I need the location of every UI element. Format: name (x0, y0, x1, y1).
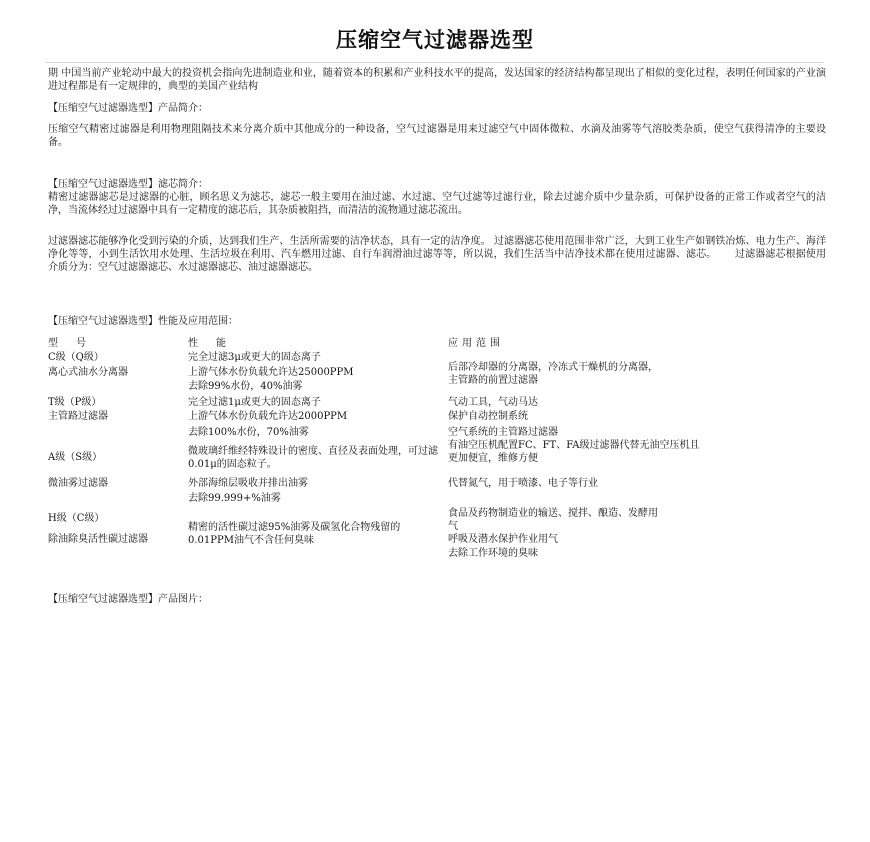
column-header-model: 型号 (48, 338, 104, 349)
h-grade-app-1: 食品及药物制造业的输送、搅拌、酿造、发酵用气 (448, 508, 658, 532)
c-grade-perf-3: 去除99%水份，40%油雾 (188, 381, 303, 392)
h-grade-label: H级（C级） (48, 513, 105, 524)
mist-perf-2: 去除99.999+%油雾 (188, 493, 281, 504)
t-grade-perf-1: 完全过滤1μ或更大的固态离子 (188, 397, 321, 408)
mist-perf-1: 外部海绵层吸收并排出油雾 (188, 478, 308, 489)
column-header-application: 应用范围 (448, 338, 504, 349)
page-title: 压缩空气过滤器选型 (336, 27, 534, 52)
t-grade-app-3: 空气系统的主管路过滤器 (448, 427, 558, 438)
product-intro-body: 压缩空气精密过滤器是利用物理阻隔技术来分离介质中其他成分的一种设备，空气过滤器是用来过滤空气中固体微粒、水滴及油雾等气溶胶类杂质，使空气获得清净的主要设备。 (48, 124, 826, 148)
a-grade-perf: 微玻璃纤维经特殊设计的密度、直径及表面处理，可过滤0.01μ的固态粒子。 (188, 446, 438, 470)
t-grade-label: T级（P级） (48, 397, 102, 408)
c-grade-perf-1: 完全过滤3μ或更大的固态离子 (188, 352, 321, 363)
c-grade-perf-2: 上游气体水份负载允许达25000PPM (188, 367, 354, 378)
product-intro-heading: 【压缩空气过滤器选型】产品简介： (48, 103, 208, 114)
h-grade-name: 除油除臭活性碳过滤器 (48, 534, 148, 545)
h-grade-app-3: 去除工作环境的臭味 (448, 548, 538, 559)
h-grade-app-2: 呼吸及潜水保护作业用气 (448, 534, 558, 545)
c-grade-application: 后部冷却器的分离器，冷冻式干燥机的分离器，主管路的前置过滤器 (448, 362, 658, 386)
pictures-heading: 【压缩空气过滤器选型】产品图片： (48, 594, 208, 605)
t-grade-name: 主管路过滤器 (48, 411, 108, 422)
c-grade-label: C级（Q级） (48, 352, 104, 363)
intro-paragraph: 期 中国当前产业轮动中最大的投资机会指向先进制造业和业，随着资本的积累和产业科技水平的提高，发达国家的经济结构都呈现出了相似的变化过程，表明任何国家的产业演进过程都是有一定规律的，典型的美国产业结构 (48, 68, 826, 92)
filter-intro-body-1: 精密过滤器滤芯是过滤器的心脏，顾名思义为滤芯，滤芯一般主要用在油过滤、水过滤、空气过滤等过滤行业，除去过滤介质中少量杂质，可保护设备的正常工作或者空气的洁净，当流体经过过滤器中具有一定精度的滤芯后，其杂质被阻挡，而清洁的流物通过滤芯流出。 (48, 192, 826, 216)
mist-application: 代替氮气，用于喷漆、电子等行业 (448, 478, 598, 489)
t-grade-app-2: 保护自动控制系统 (448, 411, 528, 422)
c-grade-name: 离心式油水分离器 (48, 367, 128, 378)
column-header-performance: 性能 (188, 338, 244, 349)
a-grade-application: 有油空压机配置FC、FT、FA级过滤器代替无油空压机且更加便宜，维修方便 (448, 440, 700, 464)
t-grade-perf-2: 上游气体水份负载允许达2000PPM (188, 411, 348, 422)
filter-intro-heading: 【压缩空气过滤器选型】滤芯简介： (48, 179, 208, 190)
t-grade-perf-3: 去除100%水份，70%油雾 (188, 427, 309, 438)
t-grade-app-1: 气动工具，气动马达 (448, 397, 538, 408)
filter-intro-body-2: 过滤器滤芯能够净化受到污染的介质，达到我们生产、生活所需要的洁净状态，具有一定的洁净度。 过滤器滤芯使用范围非常广泛，大到工业生产如钢铁冶炼、电力生产、海洋净化等等，小到生活饮用水处理、生活垃圾在利用、汽车燃用过滤、自行车润滑油过滤等等，所以说，我们生活当中洁净技术都在使用过滤器、滤芯。 过滤器滤芯根据使用介质分为：空气过滤器滤芯、水过滤器滤芯、油过滤器滤芯。 (48, 236, 826, 273)
title-divider (46, 62, 824, 63)
mist-filter-name: 微油雾过滤器 (48, 478, 108, 489)
performance-heading: 【压缩空气过滤器选型】性能及应用范围： (48, 316, 238, 327)
h-grade-perf: 精密的活性碳过滤95%油雾及碳氢化合物残留的0.01PPM油气不含任何臭味 (188, 522, 401, 546)
a-grade-label: A级（S级） (48, 452, 103, 463)
